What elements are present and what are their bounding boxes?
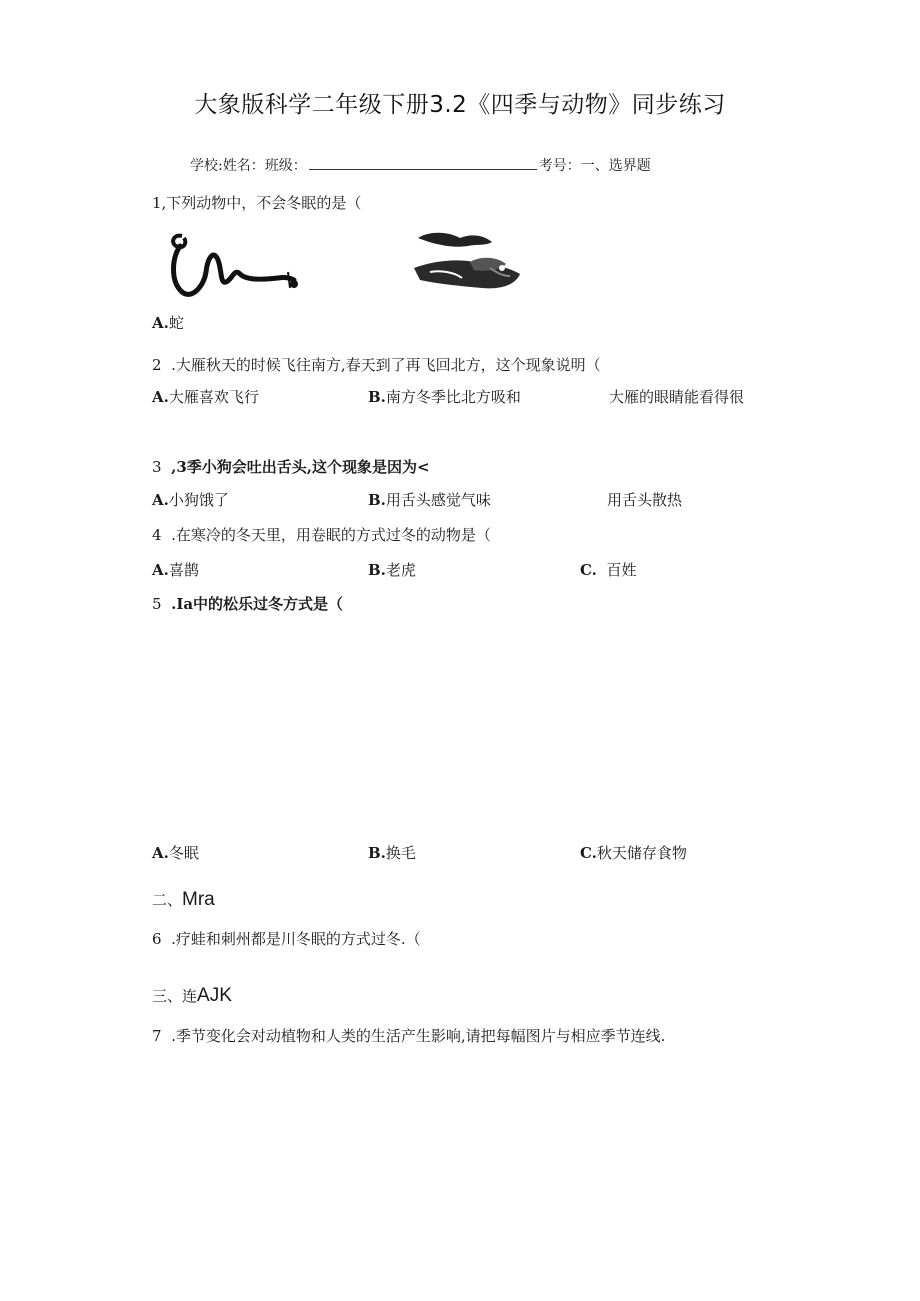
question-3 [152,456,430,477]
question-2-option-c[interactable] [609,386,744,407]
option-letter: A. [152,314,169,332]
question-number: 5 [152,595,162,613]
option-text: 换毛 [385,844,416,862]
question-5-text: .Ia中的松乐过冬方式是（ [171,595,344,613]
info-blank[interactable] [309,157,537,170]
option-text: 百姓 [606,561,637,579]
section-label: Mra [182,889,215,910]
question-1-text: 1,下列动物中，不会冬眠的是（ [152,194,362,212]
option-text: 用舌头散热 [607,491,683,509]
question-number: 2 [152,356,162,374]
option-text: 南方冬季比北方吸和 [385,388,521,406]
question-2 [152,354,601,375]
question-4-option-a[interactable] [152,559,199,580]
option-letter: B. [368,491,386,509]
section-2-heading [152,889,215,911]
student-info-line [190,155,651,175]
option-letter: A. [152,388,169,406]
question-number: 7 [152,1027,162,1045]
question-2-option-b[interactable] [368,386,521,407]
question-7 [152,1025,665,1046]
question-6-text: .疗蛙和刺州都是川冬眠的方式过冬.（ [171,930,421,948]
question-4 [152,524,491,545]
page-title: 大象版科学二年级下册3.2《四季与动物》同步练习 [194,92,726,118]
option-letter: A. [152,491,169,509]
info-prefix: 学校:姓名：班级： [190,158,307,174]
question-number: 4 [152,526,162,544]
section-prefix: 三、连 [152,987,198,1005]
question-3-option-b[interactable] [368,489,491,510]
question-3-option-c[interactable] [607,489,682,510]
question-5-option-c[interactable] [580,842,687,863]
info-suffix: 考号：一、选界题 [538,158,651,174]
option-text: 秋天储存食物 [596,844,687,862]
question-2-option-a[interactable] [152,386,259,407]
option-letter: B. [368,388,386,406]
option-text: 冬眠 [168,844,199,862]
option-letter: A. [152,561,169,579]
question-1-option-a[interactable] [152,312,184,333]
question-2-text: .大雁秋天的时候飞往南方,春天到了再飞回北方，这个现象说明（ [171,356,601,374]
option-text: 喜鹊 [168,561,199,579]
question-5-option-b[interactable] [368,842,416,863]
question-4-option-c[interactable] [580,559,636,580]
option-text: 小狗饿了 [168,491,229,509]
section-3-heading [152,985,232,1007]
option-letter: A. [152,844,169,862]
section-prefix: 二、 [152,891,183,909]
frog-icon [410,228,528,298]
question-6 [152,928,421,949]
question-number: 6 [152,930,162,948]
option-text: 用舌头感觉气味 [385,491,491,509]
option-letter: B. [368,844,386,862]
option-letter: B. [368,561,386,579]
section-label: AJK [197,985,232,1006]
option-letter: C. [580,844,597,862]
question-5 [152,593,343,614]
question-3-text: ,3季小狗会吐出舌头,这个现象是因为< [171,458,430,476]
question-1 [152,192,361,213]
option-letter: C. [580,561,597,579]
option-text: 大雁喜欢飞行 [168,388,259,406]
option-text: 老虎 [385,561,416,579]
option-text: 大雁的眼睛能看得很 [609,388,745,406]
question-4-text: .在寒冷的冬天里，用卷眠的方式过冬的动物是（ [171,526,491,544]
question-7-text: .季节变化会对动植物和人类的生活产生影响,请把每幅图片与相应季节连线. [171,1027,666,1045]
question-5-option-a[interactable] [152,842,199,863]
question-3-option-a[interactable] [152,489,229,510]
question-4-option-b[interactable] [368,559,416,580]
snake-icon [160,226,305,301]
question-number: 3 [152,458,162,476]
option-text: 蛇 [168,314,184,332]
